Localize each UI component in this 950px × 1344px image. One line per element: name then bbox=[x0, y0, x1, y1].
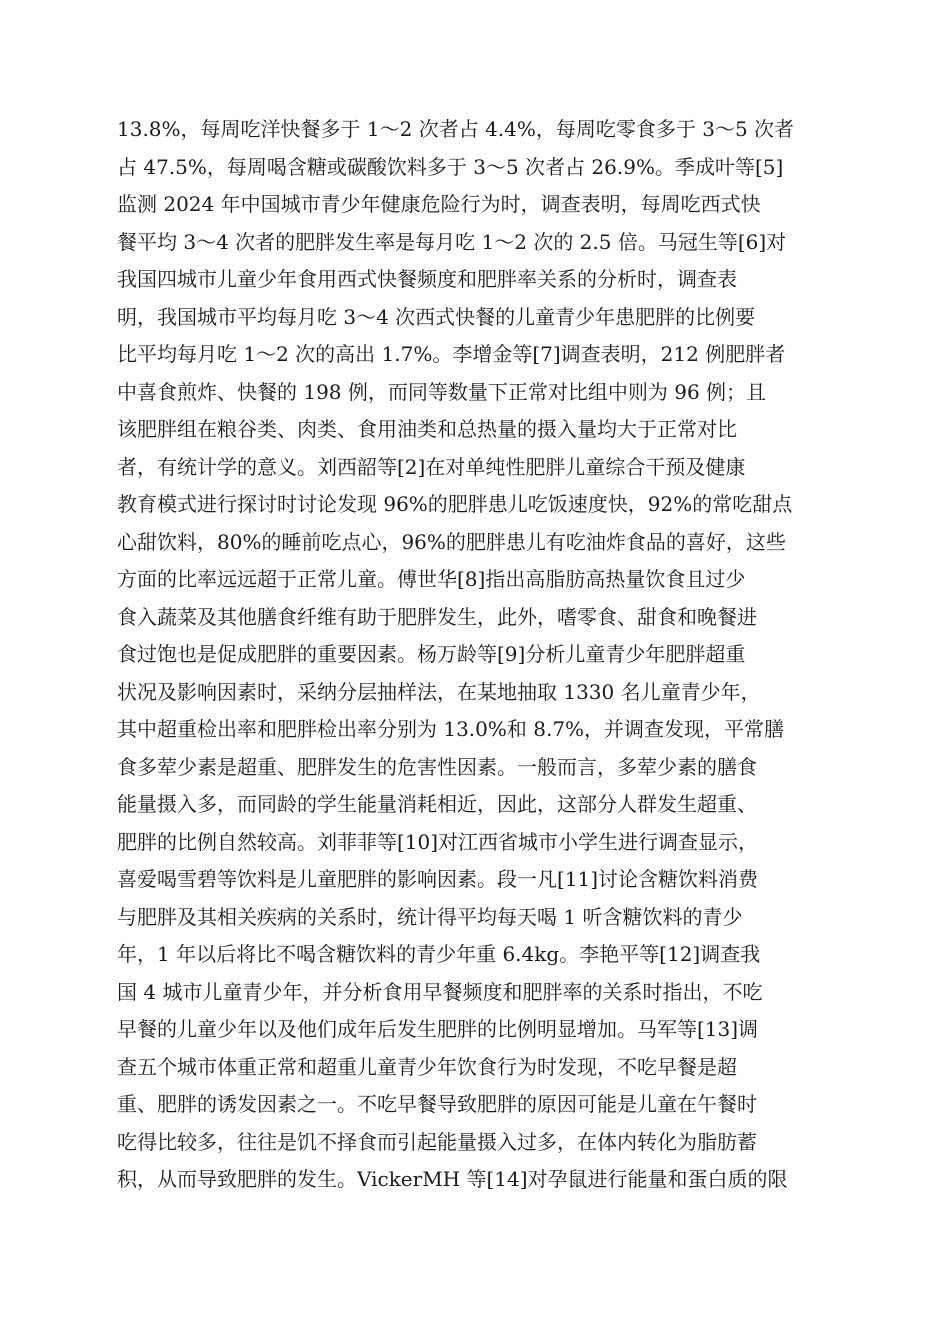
text-line: 食过饱也是促成肥胖的重要因素。杨万龄等[9]分析儿童青少年肥胖超重 bbox=[117, 642, 746, 666]
text-line: 教育模式进行探讨时讨论发现 96%的肥胖患儿吃饭速度快，92%的常吃甜点 bbox=[117, 492, 793, 516]
text-line: 年，1 年以后将比不喝含糖饮料的青少年重 6.4kg。李艳平等[12]调查我 bbox=[117, 942, 761, 966]
text-line: 监测 2024 年中国城市青少年健康危险行为时，调查表明，每周吃西式快 bbox=[117, 192, 761, 216]
text-line: 查五个城市体重正常和超重儿童青少年饮食行为时发现，不吃早餐是超 bbox=[117, 1054, 737, 1079]
text-line: 状况及影响因素时，采纳分层抽样法，在某地抽取 1330 名儿童青少年， bbox=[117, 679, 761, 704]
text-line: 占 47.5%，每周喝含糖或碳酸饮料多于 3～5 次者占 26.9%。季成叶等[5] bbox=[117, 154, 784, 179]
text-line: 国 4 城市儿童青少年，并分析食用早餐频度和肥胖率的关系时指出，不吃 bbox=[117, 979, 763, 1004]
text-line: 早餐的儿童少年以及他们成年后发生肥胖的比例明显增加。马军等[13]调 bbox=[117, 1017, 759, 1041]
text-line: 吃得比较多，往往是饥不择食而引起能量摄入过多，在体内转化为脂肪蓄 bbox=[117, 1129, 757, 1154]
text-line: 我国四城市儿童少年食用西式快餐频度和肥胖率关系的分析时，调查表 bbox=[117, 267, 737, 291]
text-line: 食入蔬菜及其他膳食纤维有助于肥胖发生，此外，嗜零食、甜食和晚餐进 bbox=[117, 604, 757, 629]
text-line: 能量摄入多，而同龄的学生能量消耗相近，因此，这部分人群发生超重、 bbox=[117, 792, 757, 816]
text-line: 肥胖的比例自然较高。刘菲菲等[10]对江西省城市小学生进行调查显示， bbox=[117, 829, 759, 854]
text-line: 食多荤少素是超重、肥胖发生的危害性因素。一般而言，多荤少素的膳食 bbox=[117, 754, 757, 779]
text-line: 该肥胖组在粮谷类、肉类、食用油类和总热量的摄入量均大于正常对比 bbox=[117, 417, 737, 441]
text-line: 方面的比率远远超于正常儿童。傅世华[8]指出高脂肪高热量饮食且过少 bbox=[117, 567, 746, 591]
text-line: 积，从而导致肥胖的发生。VickerMH 等[14]对孕鼠进行能量和蛋白质的限 bbox=[117, 1167, 788, 1191]
text-line: 者，有统计学的意义。刘西韶等[2]在对单纯性肥胖儿童综合干预及健康 bbox=[117, 454, 746, 479]
text-line: 餐平均 3～4 次者的肥胖发生率是每月吃 1～2 次的 2.5 倍。马冠生等[6]对 bbox=[117, 229, 787, 254]
text-line: 明，我国城市平均每月吃 3～4 次西式快餐的儿童青少年患肥胖的比例要 bbox=[117, 304, 756, 329]
text-line: 13.8%，每周吃洋快餐多于 1～2 次者占 4.4%，每周吃零食多于 3～5 次者 bbox=[117, 117, 795, 141]
text-line: 中喜食煎炸、快餐的 198 例，而同等数量下正常对比组中则为 96 例；且 bbox=[117, 379, 767, 404]
text-line: 喜爱喝雪碧等饮料是儿童肥胖的影响因素。段一凡[11]讨论含糖饮料消费 bbox=[117, 867, 759, 891]
text-line: 其中超重检出率和肥胖检出率分别为 13.0%和 8.7%，并调查发现，平常膳 bbox=[117, 717, 785, 741]
text-line: 比平均每月吃 1～2 次的高出 1.7%。李增金等[7]调查表明，212 例肥胖者 bbox=[117, 342, 786, 366]
text-line: 与肥胖及其相关疾病的关系时，统计得平均每天喝 1 听含糖饮料的青少 bbox=[117, 904, 743, 929]
body-paragraph bbox=[117, 111, 833, 1199]
text-line: 心甜饮料，80%的睡前吃点心，96%的肥胖患儿有吃油炸食品的喜好，这些 bbox=[117, 529, 786, 554]
text-line: 重、肥胖的诱发因素之一。不吃早餐导致肥胖的原因可能是儿童在午餐时 bbox=[117, 1092, 757, 1116]
